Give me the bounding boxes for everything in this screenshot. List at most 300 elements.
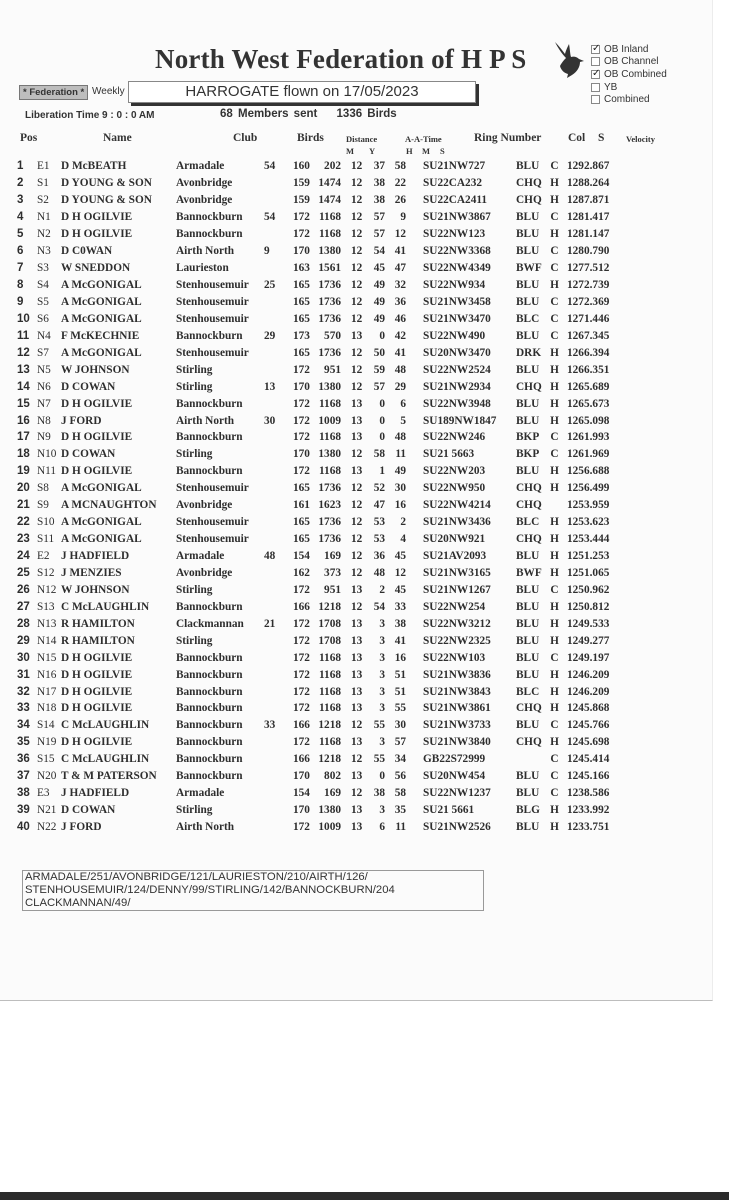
distance-miles: 166	[293, 719, 310, 732]
bird-sex: C	[550, 245, 559, 258]
position: 38	[17, 787, 30, 800]
time-seconds: 26	[394, 194, 406, 207]
position: 13	[17, 363, 30, 376]
bird-colour: BLU	[516, 397, 540, 410]
header-pos: Pos	[20, 132, 38, 144]
distance-yards: 1736	[318, 533, 341, 546]
time-seconds: 12	[394, 228, 406, 241]
bird-sex: H	[550, 177, 559, 190]
time-minutes: 0	[379, 397, 385, 410]
table-row	[17, 717, 637, 734]
member-name: D H OGILVIE	[61, 651, 133, 664]
velocity: 1281.417	[567, 211, 610, 224]
position: 25	[17, 566, 30, 579]
header-distance: Distance	[346, 134, 378, 144]
ring-number: SU22NW950	[423, 482, 486, 495]
member-name: D H OGILVIE	[61, 702, 133, 715]
birds-sent	[264, 226, 293, 243]
member-name: D H OGILVIE	[61, 685, 133, 698]
club-name: Stenhousemuir	[176, 482, 249, 495]
time-minutes: 53	[373, 516, 385, 529]
time-hours: 13	[351, 397, 363, 410]
table-row	[17, 395, 637, 412]
checkbox[interactable]	[591, 70, 600, 79]
table-row	[17, 446, 637, 463]
distance-miles: 172	[293, 736, 310, 749]
distance-yards: 1168	[319, 397, 341, 410]
distance-miles: 163	[293, 262, 310, 275]
ring-number: SU21NW3470	[423, 312, 491, 325]
club-name: Stenhousemuir	[176, 516, 249, 529]
club-name: Airth North	[176, 245, 235, 258]
bird-icon	[553, 40, 585, 80]
distance-miles: 160	[293, 160, 310, 173]
bird-sex: H	[550, 804, 559, 817]
time-hours: 12	[351, 228, 363, 241]
section: N11	[37, 465, 57, 478]
time-minutes: 3	[379, 617, 385, 630]
time-hours: 12	[351, 279, 363, 292]
club-name: Stirling	[176, 634, 213, 647]
ring-number: SU22NW103	[423, 651, 486, 664]
ring-number: SU21NW3867	[423, 211, 491, 224]
time-seconds: 38	[394, 617, 406, 630]
bird-colour: BLG	[516, 804, 540, 817]
bird-sex: H	[550, 821, 559, 834]
velocity: 1249.197	[567, 651, 610, 664]
time-minutes: 2	[379, 583, 385, 596]
velocity: 1281.147	[567, 228, 610, 241]
header-club: Club	[233, 132, 258, 144]
header-time: A-A-Time	[405, 134, 442, 144]
bird-colour: BLU	[516, 600, 540, 613]
member-name: T & M PATERSON	[61, 770, 157, 783]
bird-colour: BLU	[516, 295, 540, 308]
section: N16	[37, 668, 57, 681]
bird-sex	[542, 497, 567, 514]
velocity: 1256.688	[567, 465, 610, 478]
velocity: 1245.166	[567, 770, 610, 783]
time-minutes: 57	[373, 228, 385, 241]
time-minutes: 38	[373, 194, 385, 207]
ring-number: SU22NW203	[423, 465, 486, 478]
header-time-m: M	[422, 146, 431, 156]
distance-miles: 170	[293, 804, 310, 817]
member-name: A McGONIGAL	[61, 312, 142, 325]
ring-number: GB22S72999	[423, 753, 486, 766]
member-name: A McGONIGAL	[61, 533, 142, 546]
bird-sex: H	[550, 634, 559, 647]
birds-sent	[264, 768, 293, 785]
bird-sex: H	[550, 685, 559, 698]
bird-colour: CHQ	[516, 499, 542, 512]
bird-sex: H	[550, 668, 559, 681]
section: S11	[37, 533, 55, 546]
birds-sent: 54	[264, 160, 276, 173]
velocity: 1288.264	[567, 177, 610, 190]
distance-miles: 172	[293, 397, 310, 410]
member-name: D COWAN	[61, 380, 116, 393]
club-name: Stirling	[176, 448, 213, 461]
time-hours: 12	[351, 380, 363, 393]
time-seconds: 46	[394, 312, 406, 325]
section: N17	[37, 685, 57, 698]
member-name: D H OGILVIE	[61, 397, 133, 410]
table-row	[17, 581, 637, 598]
position: 12	[17, 346, 30, 359]
position: 24	[17, 550, 30, 563]
time-minutes: 49	[373, 279, 385, 292]
member-name: A McGONIGAL	[61, 346, 142, 359]
section: E3	[37, 787, 50, 800]
time-hours: 13	[351, 821, 363, 834]
time-hours: 12	[351, 211, 363, 224]
header-time-h: H	[406, 146, 413, 156]
time-hours: 12	[351, 177, 363, 190]
position: 33	[17, 702, 30, 715]
time-minutes: 49	[373, 295, 385, 308]
bird-sex: H	[550, 279, 559, 292]
club-name: Bannockburn	[176, 211, 243, 224]
velocity: 1287.871	[567, 194, 610, 207]
distance-yards: 1009	[318, 821, 341, 834]
position: 17	[17, 431, 30, 444]
position: 18	[17, 448, 30, 461]
section: S9	[37, 499, 49, 512]
velocity: 1253.444	[567, 533, 610, 546]
distance-yards: 1561	[318, 262, 341, 275]
position: 8	[17, 279, 24, 292]
bird-sex: H	[550, 600, 559, 613]
bird-colour: CHQ	[516, 177, 542, 190]
member-name: C McLAUGHLIN	[61, 600, 150, 613]
distance-yards: 1380	[318, 245, 341, 258]
time-minutes: 58	[373, 448, 385, 461]
time-seconds: 41	[394, 346, 406, 359]
member-name: J MENZIES	[61, 566, 122, 579]
velocity: 1253.959	[567, 499, 610, 512]
option-ob-inland	[591, 43, 667, 56]
time-minutes: 45	[373, 262, 385, 275]
distance-yards: 1708	[318, 617, 341, 630]
bird-colour: CHQ	[516, 380, 542, 393]
velocity: 1249.277	[567, 634, 610, 647]
time-seconds: 35	[394, 804, 406, 817]
time-seconds: 45	[394, 550, 406, 563]
club-name: Clackmannan	[176, 617, 244, 630]
section: N5	[37, 363, 51, 376]
member-name: D COWAN	[61, 804, 116, 817]
velocity: 1271.446	[567, 312, 610, 325]
header-distance-y: Y	[369, 146, 376, 156]
distance-yards: 169	[324, 550, 341, 563]
club-name: Airth North	[176, 414, 235, 427]
club-name: Stenhousemuir	[176, 312, 249, 325]
velocity: 1265.689	[567, 380, 610, 393]
ring-number: SU21NW3436	[423, 516, 491, 529]
position: 21	[17, 499, 30, 512]
section: N19	[37, 736, 57, 749]
table-row	[17, 226, 637, 243]
position: 2	[17, 177, 24, 190]
birds-sent	[264, 819, 293, 836]
section: N22	[37, 821, 57, 834]
ring-number: SU21NW727	[423, 160, 486, 173]
club-name: Stirling	[176, 363, 213, 376]
member-name: F McKECHNIE	[61, 329, 140, 342]
time-hours: 12	[351, 312, 363, 325]
table-row	[17, 734, 637, 751]
club-name: Laurieston	[176, 262, 229, 275]
ring-number: SU20NW921	[423, 533, 486, 546]
bird-colour: BLU	[516, 279, 540, 292]
distance-yards: 1168	[319, 702, 341, 715]
table-row	[17, 463, 637, 480]
member-name: W SNEDDON	[61, 262, 131, 275]
distance-miles: 166	[293, 600, 310, 613]
option-label: OB Combined	[604, 68, 667, 80]
bird-sex: H	[550, 414, 559, 427]
velocity: 1265.098	[567, 414, 610, 427]
table-row	[17, 598, 637, 615]
race-title-box	[128, 81, 476, 103]
bird-colour: BLU	[516, 228, 540, 241]
birds-sent	[264, 598, 293, 615]
distance-miles: 161	[293, 499, 310, 512]
ring-number: SU22CA232	[423, 177, 482, 190]
club-name: Avonbridge	[176, 566, 233, 579]
section: S8	[37, 482, 49, 495]
distance-miles: 172	[293, 634, 310, 647]
section: N10	[37, 448, 57, 461]
table-row	[17, 192, 637, 209]
birds-sent: 54	[264, 211, 276, 224]
table-row	[17, 310, 637, 327]
member-name: J FORD	[61, 414, 102, 427]
member-name: D H OGILVIE	[61, 431, 133, 444]
position: 22	[17, 516, 30, 529]
bird-sex: H	[550, 736, 559, 749]
distance-yards: 1168	[319, 465, 341, 478]
distance-miles: 172	[293, 228, 310, 241]
table-row	[17, 768, 637, 785]
table-row	[17, 514, 637, 531]
time-minutes: 57	[373, 211, 385, 224]
birds-sent	[264, 446, 293, 463]
bird-sex: C	[550, 583, 559, 596]
velocity: 1245.868	[567, 702, 610, 715]
ring-number: SU22NW254	[423, 600, 486, 613]
position: 9	[17, 295, 24, 308]
velocity: 1253.623	[567, 516, 610, 529]
distance-miles: 154	[293, 787, 310, 800]
distance-miles: 172	[293, 668, 310, 681]
distance-miles: 170	[293, 448, 310, 461]
time-seconds: 55	[394, 702, 406, 715]
time-hours: 12	[351, 262, 363, 275]
ring-number: SU21NW3840	[423, 736, 491, 749]
time-hours: 13	[351, 431, 363, 444]
time-seconds: 51	[394, 668, 406, 681]
table-row	[17, 565, 637, 582]
table-row	[17, 615, 637, 632]
header-sex: S	[598, 132, 605, 144]
option-ob-channel	[591, 56, 667, 69]
velocity: 1272.369	[567, 295, 610, 308]
distance-yards: 570	[324, 329, 341, 342]
distance-yards: 1168	[319, 685, 341, 698]
distance-yards: 1708	[318, 634, 341, 647]
bird-sex: H	[550, 397, 559, 410]
time-seconds: 58	[394, 787, 406, 800]
checkbox[interactable]	[591, 83, 600, 92]
distance-yards: 1218	[318, 753, 341, 766]
club-summary-line: ARMADALE/251/AVONBRIDGE/121/LAURIESTON/210/AIRTH/126/	[25, 871, 368, 883]
section: N21	[37, 804, 57, 817]
birds-sent	[264, 480, 293, 497]
header-name: Name	[103, 132, 132, 144]
club-name: Bannockburn	[176, 770, 243, 783]
time-minutes: 57	[373, 380, 385, 393]
section: S1	[37, 177, 49, 190]
distance-miles: 170	[293, 380, 310, 393]
birds-sent	[264, 683, 293, 700]
birds-sent	[264, 497, 293, 514]
birds-sent	[264, 632, 293, 649]
time-hours: 13	[351, 583, 363, 596]
position: 16	[17, 414, 30, 427]
time-seconds: 49	[394, 465, 406, 478]
time-seconds: 56	[394, 770, 406, 783]
velocity: 1246.209	[567, 668, 610, 681]
table-row	[17, 344, 637, 361]
time-minutes: 0	[379, 329, 385, 342]
time-seconds: 45	[394, 583, 406, 596]
velocity: 1250.962	[567, 583, 610, 596]
time-hours: 13	[351, 617, 363, 630]
checkbox[interactable]	[591, 57, 600, 66]
club-name: Armadale	[176, 550, 225, 563]
distance-miles: 165	[293, 482, 310, 495]
bird-colour: BLU	[516, 211, 540, 224]
time-seconds: 16	[394, 651, 406, 664]
bird-colour: BWF	[516, 262, 542, 275]
ring-number: SU20NW3470	[423, 346, 491, 359]
birds-sent	[264, 649, 293, 666]
race-title: HARROGATE flown on 17/05/2023	[185, 83, 419, 100]
time-seconds: 48	[394, 363, 406, 376]
time-hours: 12	[351, 753, 363, 766]
member-name: A McGONIGAL	[61, 279, 142, 292]
header-velocity: Velocity	[626, 134, 655, 144]
section: S5	[37, 295, 49, 308]
time-minutes: 55	[373, 753, 385, 766]
club-name: Bannockburn	[176, 736, 243, 749]
club-name: Bannockburn	[176, 651, 243, 664]
table-row	[17, 175, 637, 192]
distance-yards: 951	[324, 363, 341, 376]
position: 19	[17, 465, 30, 478]
bird-colour: BLU	[516, 770, 540, 783]
bird-colour: BLU	[516, 363, 540, 376]
club-entries-summary	[22, 870, 484, 911]
club-name: Bannockburn	[176, 465, 243, 478]
time-hours: 12	[351, 448, 363, 461]
position: 6	[17, 245, 24, 258]
bird-sex: C	[550, 719, 559, 732]
checkbox[interactable]	[591, 95, 600, 104]
member-name: D YOUNG & SON	[61, 177, 152, 190]
velocity: 1265.673	[567, 397, 610, 410]
time-minutes: 53	[373, 533, 385, 546]
section: N1	[37, 211, 51, 224]
table-row	[17, 429, 637, 446]
velocity: 1251.253	[567, 550, 610, 563]
table-row	[17, 819, 637, 836]
time-minutes: 38	[373, 177, 385, 190]
time-minutes: 54	[373, 600, 385, 613]
club-name: Bannockburn	[176, 685, 243, 698]
checkbox[interactable]	[591, 45, 600, 54]
time-seconds: 33	[394, 600, 406, 613]
table-row	[17, 412, 637, 429]
position: 28	[17, 617, 30, 630]
birds-sent	[264, 734, 293, 751]
member-name: A McGONIGAL	[61, 516, 142, 529]
birds-sent: 29	[264, 329, 276, 342]
birds-sent	[264, 581, 293, 598]
distance-miles: 159	[293, 177, 310, 190]
birds-sent	[264, 429, 293, 446]
bird-sex: C	[550, 211, 559, 224]
member-name: D H OGILVIE	[61, 465, 133, 478]
time-seconds: 51	[394, 685, 406, 698]
birds-sent	[264, 802, 293, 819]
ring-number: SU22NW2325	[423, 634, 491, 647]
birds-sent: 21	[264, 617, 276, 630]
table-row	[17, 632, 637, 649]
distance-yards: 1736	[318, 295, 341, 308]
birds-sent: 9	[264, 245, 270, 258]
club-summary-line: STENHOUSEMUIR/124/DENNY/99/STIRLING/142/BANNOCKBURN/204	[25, 884, 395, 896]
distance-yards: 169	[324, 787, 341, 800]
velocity: 1261.993	[567, 431, 610, 444]
bird-colour: BLU	[516, 414, 540, 427]
time-minutes: 38	[373, 787, 385, 800]
entry-summary	[220, 108, 397, 120]
bird-colour: BLU	[516, 245, 540, 258]
distance-yards: 373	[324, 566, 341, 579]
member-name: C McLAUGHLIN	[61, 753, 150, 766]
distance-yards: 951	[324, 583, 341, 596]
bird-sex: H	[550, 702, 559, 715]
club-name: Avonbridge	[176, 177, 233, 190]
bird-sex: H	[550, 363, 559, 376]
time-seconds: 41	[394, 634, 406, 647]
table-row	[17, 700, 637, 717]
table-row	[17, 260, 637, 277]
distance-yards: 1218	[318, 719, 341, 732]
bird-colour: CHQ	[516, 736, 542, 749]
option-label: OB Inland	[604, 43, 649, 55]
section: S12	[37, 566, 55, 579]
time-hours: 13	[351, 804, 363, 817]
table-row	[17, 327, 637, 344]
club-name: Avonbridge	[176, 499, 233, 512]
table-row	[17, 378, 637, 395]
results-table	[17, 158, 637, 836]
position: 37	[17, 770, 30, 783]
